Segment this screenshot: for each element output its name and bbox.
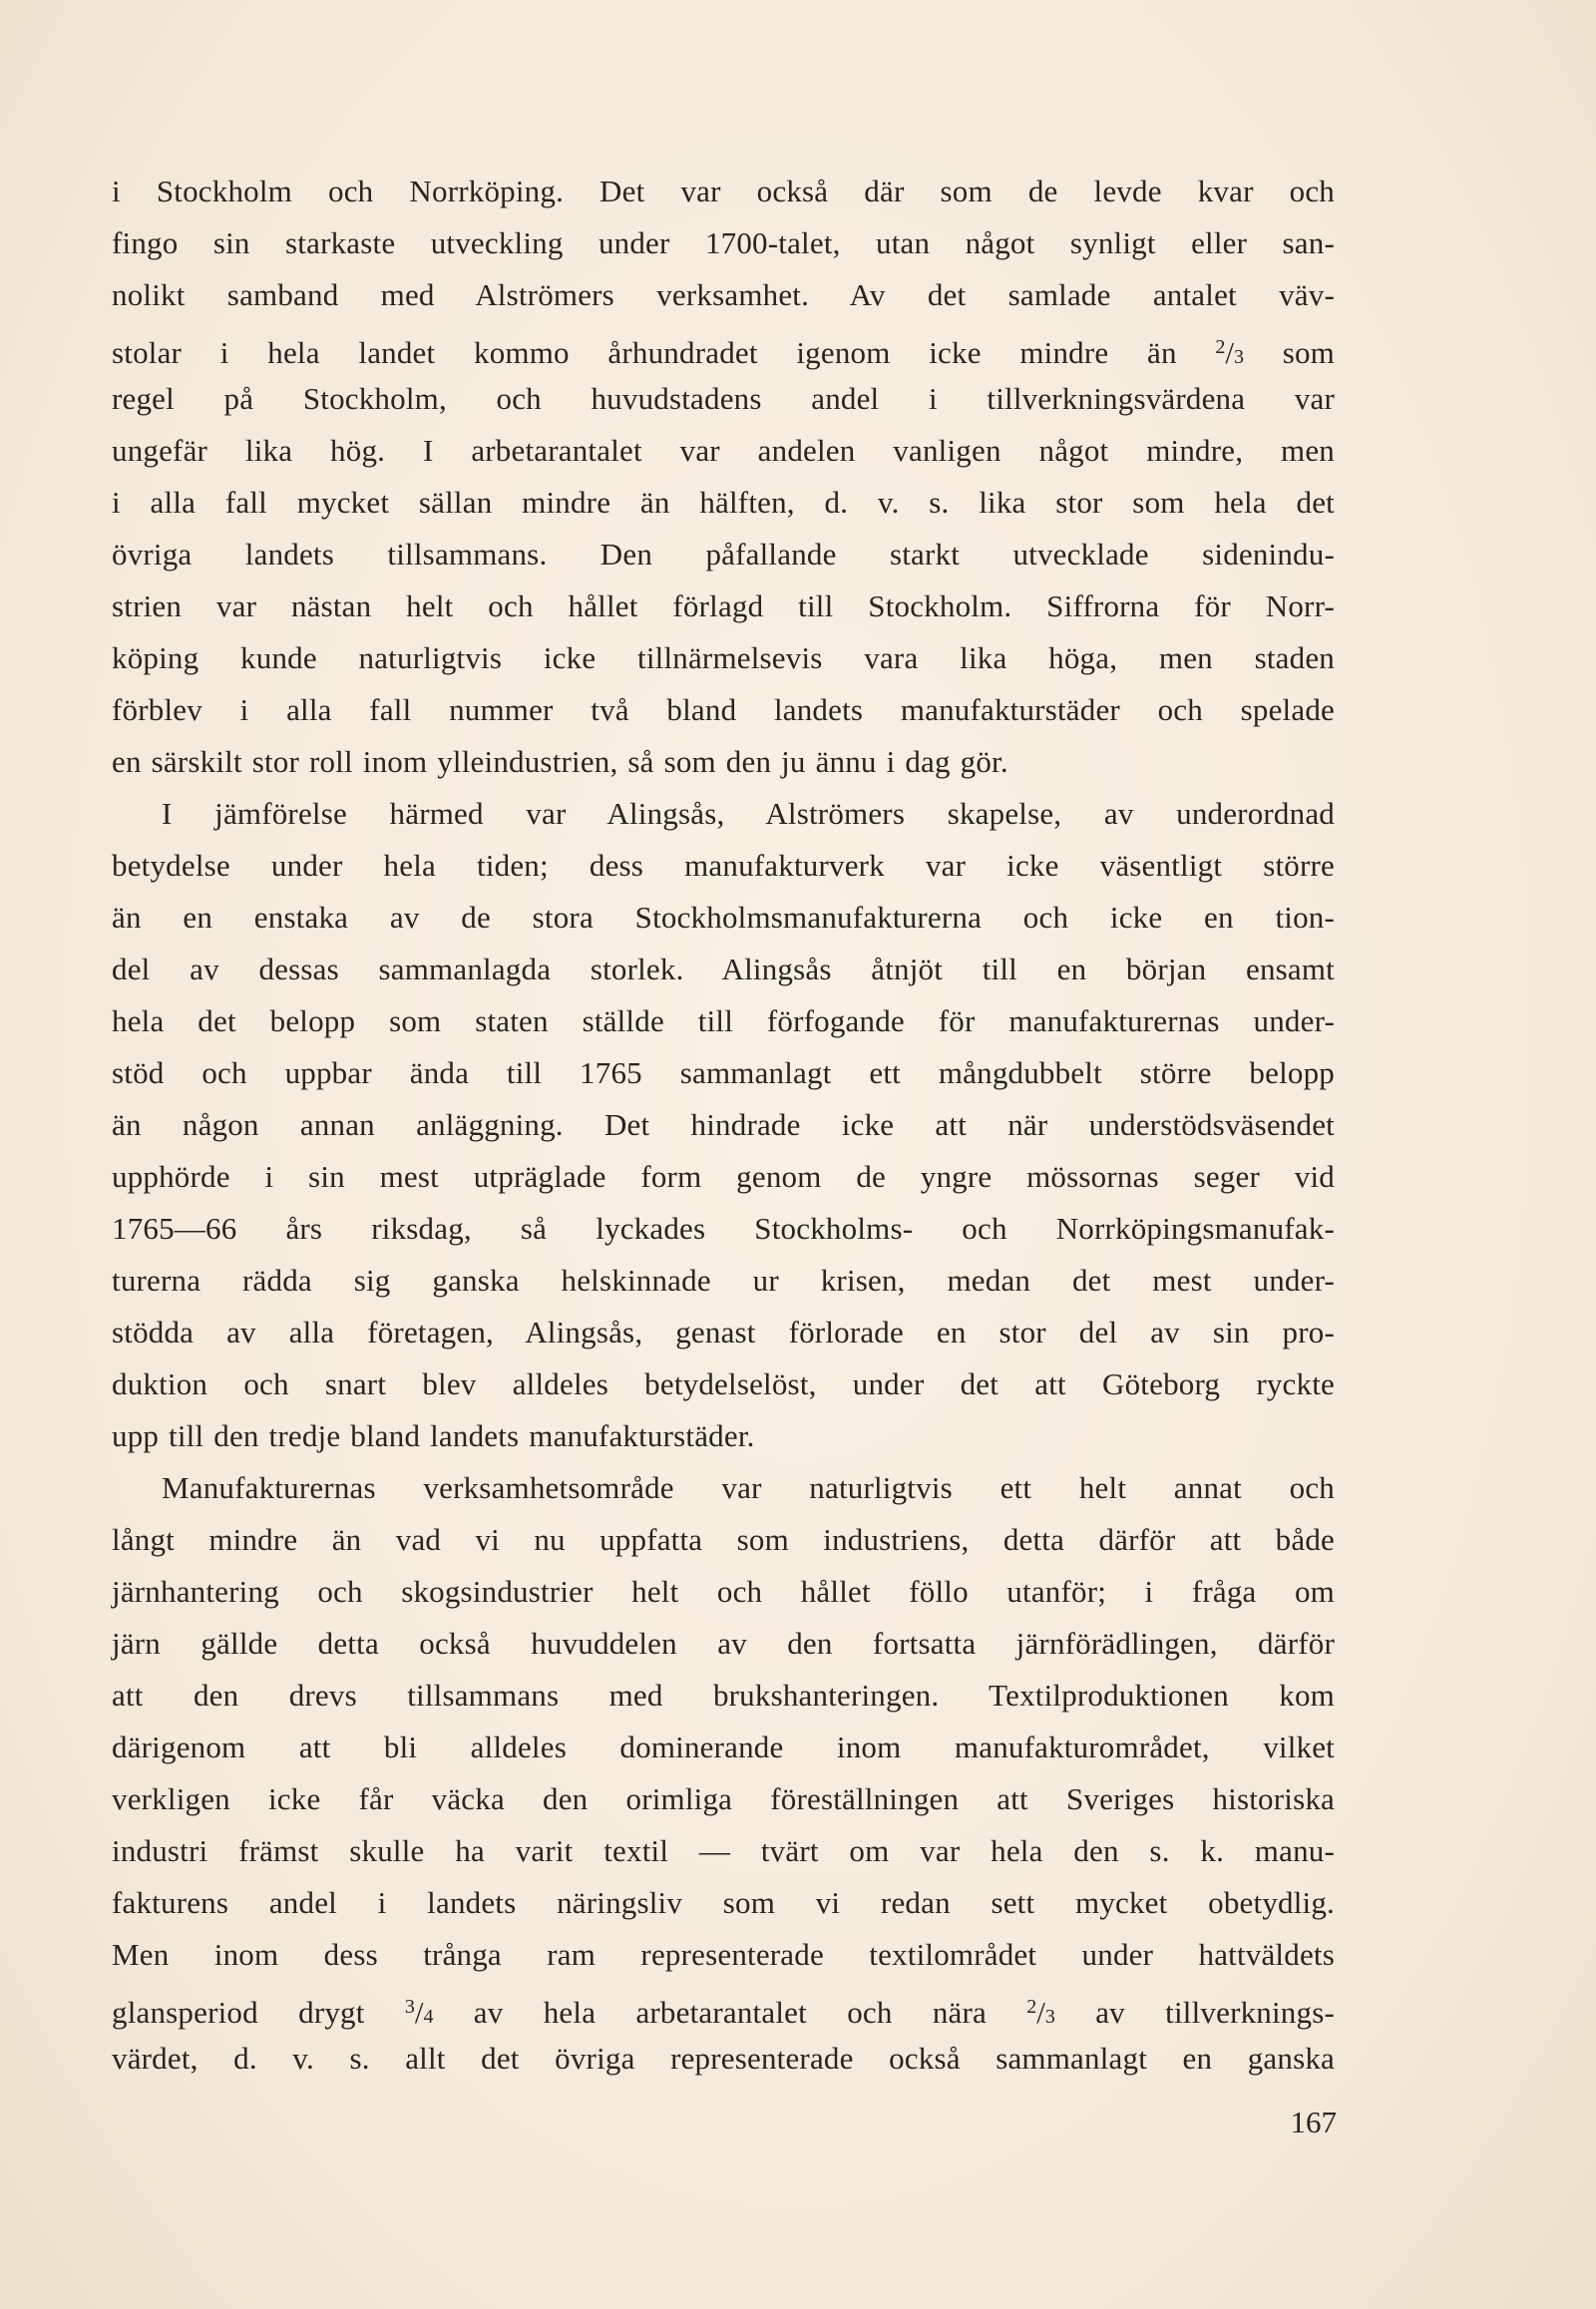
text-line: järn gällde detta också huvuddelen av den fortsatta järnförädlingen, därför xyxy=(112,1626,1335,1661)
text-span: stolar i hela landet kommo århundradet igenom icke mindre än xyxy=(112,335,1216,370)
fraction-part: 3 xyxy=(1044,2006,1055,2028)
text-line: upp till den tredje bland landets manufakturstäder. xyxy=(112,1418,755,1453)
text-line: värdet, d. v. s. allt det övriga representerade också sammanlagt en ganska xyxy=(112,2041,1335,2076)
text-line: järnhantering och skogsindustrier helt och hållet föllo utanför; i fråga om xyxy=(112,1574,1335,1609)
text-line: ungefär lika hög. I arbetarantalet var andelen vanligen något mindre, men xyxy=(112,433,1335,468)
text-line: att den drevs tillsammans med brukshanteringen. Textilproduktionen kom xyxy=(112,1678,1335,1713)
text-line: regel på Stockholm, och huvudstadens andel i tillverkningsvärdena var xyxy=(112,381,1335,416)
page-number: 167 xyxy=(1290,2105,1337,2139)
text-line: duktion och snart blev alldeles betydelselöst, under det att Göteborg ryckte xyxy=(112,1366,1335,1401)
text-line: en särskilt stor roll inom ylleindustrien, så som den ju ännu i dag gör. xyxy=(112,744,1008,779)
text-line: än en enstaka av de stora Stockholmsmanufakturerna och icke en tion- xyxy=(112,900,1335,935)
text-line: i alla fall mycket sällan mindre än hälften, d. v. s. lika stor som hela det xyxy=(112,485,1335,520)
text-span: av hela arbetarantalet och nära xyxy=(433,1995,1027,2030)
text-line: 1765—66 års riksdag, så lyckades Stockholms- och Norrköpingsmanufak- xyxy=(112,1211,1335,1246)
text-line: strien var nästan helt och hållet förlagd till Stockholm. Siffrorna för Norr- xyxy=(112,588,1335,623)
text-line: del av dessas sammanlagda storlek. Alingsås åtnjöt till en början ensamt xyxy=(112,952,1335,986)
text-line: nolikt samband med Alströmers verksamhet. Av det samlade antalet väv- xyxy=(112,277,1335,312)
text-line: stöd och uppbar ända till 1765 sammanlagt ett mångdubbelt större belopp xyxy=(112,1055,1335,1090)
text-line: industri främst skulle ha varit textil — tvärt om var hela den s. k. manu- xyxy=(112,1833,1335,1868)
text-line: turerna rädda sig ganska helskinnade ur krisen, medan det mest under- xyxy=(112,1263,1335,1298)
fraction-part: 3 xyxy=(1234,346,1245,368)
text-line: hela det belopp som staten ställde till förfogande för manufakturernas under- xyxy=(112,1003,1335,1038)
text-line: Men inom dess trånga ram representerade textilområdet under hattväldets xyxy=(112,1937,1335,1972)
text-span: av tillverknings- xyxy=(1054,1995,1335,2030)
text-line: betydelse under hela tiden; dess manufakturverk var icke väsentligt större xyxy=(112,848,1335,883)
text-line xyxy=(112,321,1335,373)
text-span: som xyxy=(1244,335,1335,370)
text-span: glansperiod drygt xyxy=(112,1995,405,2030)
text-line: än någon annan anläggning. Det hindrade icke att när understödsväsendet xyxy=(112,1107,1335,1142)
text-line: upphörde i sin mest utpräglade form genom de yngre mössornas seger vid xyxy=(112,1159,1335,1194)
text-line: förblev i alla fall nummer två bland landets manufakturstäder och spelade xyxy=(112,692,1335,727)
text-line: verkligen icke får väcka den orimliga föreställningen att Sveriges historiska xyxy=(112,1781,1335,1816)
text-line: fakturens andel i landets näringsliv som vi redan sett mycket obetydlig. xyxy=(112,1885,1335,1920)
text-line: I jämförelse härmed var Alingsås, Alströmers skapelse, av underordnad xyxy=(162,796,1335,831)
text-line: därigenom att bli alldeles dominerande inom manufakturområdet, vilket xyxy=(112,1730,1335,1764)
text-line: i Stockholm och Norrköping. Det var också där som de levde kvar och xyxy=(112,174,1335,208)
text-line xyxy=(112,1981,1335,2033)
fraction-part: 2 xyxy=(1026,1996,1037,2018)
fraction-part: 2 xyxy=(1215,336,1226,358)
fraction-part: / xyxy=(1225,335,1235,370)
text-line: långt mindre än vad vi nu uppfatta som industriens, detta därför att både xyxy=(112,1522,1335,1557)
fraction-part: 3 xyxy=(404,1996,415,2018)
text-line: köping kunde naturligtvis icke tillnärmelsevis vara lika höga, men staden xyxy=(112,640,1335,675)
text-line: fingo sin starkaste utveckling under 1700-talet, utan något synligt eller san- xyxy=(112,225,1335,260)
fraction-part: / xyxy=(1036,1995,1045,2030)
body-text xyxy=(112,166,1335,2085)
text-line: övriga landets tillsammans. Den påfallande starkt utvecklade sidenindu- xyxy=(112,537,1335,572)
fraction-part: / xyxy=(414,1995,424,2030)
text-line: stödda av alla företagen, Alingsås, genast förlorade en stor del av sin pro- xyxy=(112,1315,1335,1349)
text-line: Manufakturernas verksamhetsområde var naturligtvis ett helt annat och xyxy=(162,1470,1335,1505)
fraction-part: 4 xyxy=(423,2006,434,2028)
